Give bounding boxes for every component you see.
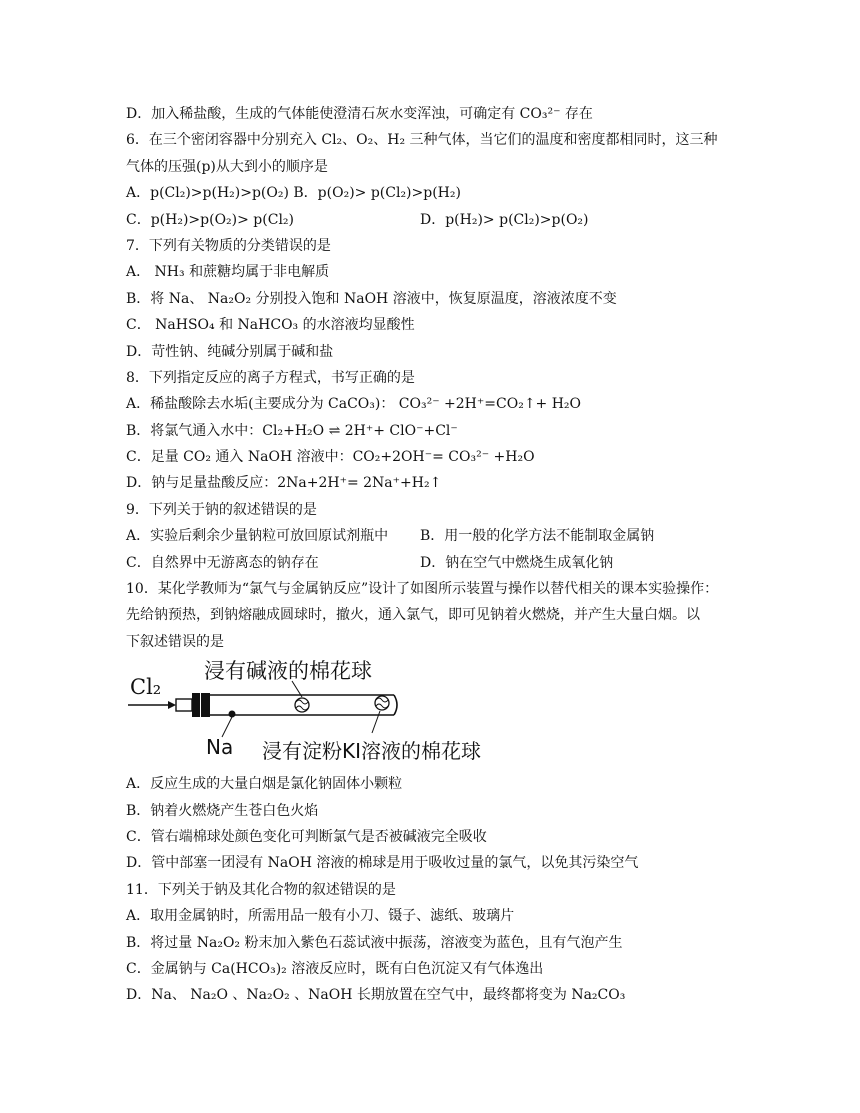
option-6d: D．p(H₂)> p(Cl₂)>p(O₂)	[420, 211, 589, 228]
question-9-options-ab	[126, 523, 756, 549]
option-8d: D．钠与足量盐酸反应：2Na+2H⁺= 2Na⁺+H₂↑	[126, 475, 442, 492]
question-8-stem: 8．下列指定反应的离子方程式，书写正确的是	[126, 369, 415, 386]
option-10b: B．钠着火燃烧产生苍白色火焰	[126, 802, 319, 819]
option-9b: B．用一般的化学方法不能制取金属钠	[420, 528, 655, 545]
option-10a: A．反应生成的大量白烟是氯化钠固体小颗粒	[126, 776, 403, 793]
option-8a: A．稀盐酸除去水垢(主要成分为 CaCO₃)： CO₃²⁻ +2H⁺=CO₂↑+ H₂O	[126, 396, 582, 413]
sodium-pointer	[222, 717, 232, 737]
cotton-ball-ki	[375, 696, 389, 710]
option-6c: C．p(H₂)>p(O₂)> p(Cl₂)	[126, 211, 294, 228]
label-ki-cotton: 浸有淀粉KI溶液的棉花球	[262, 739, 482, 764]
cotton-ball-alkali	[295, 698, 309, 712]
stopper-left	[192, 693, 200, 717]
question-6-stem: 6．在三个密闭容器中分别充入 Cl₂、O₂、H₂ 三种气体，当它们的温度和密度都相同时，这三种	[126, 132, 718, 149]
tube-end	[394, 695, 397, 715]
gas-arrow-head	[168, 701, 176, 709]
document-page	[126, 101, 756, 1009]
inlet-nozzle	[176, 699, 192, 711]
question-9-stem: 9．下列关于钠的叙述错误的是	[126, 501, 317, 518]
option-10d: D．管中部塞一团浸有 NaOH 溶液的棉球是用于吸收过量的氯气，以免其污染空气	[126, 855, 639, 872]
question-10-stem-cont: 先给钠预热，到钠熔融成圆球时，撤火，通入氯气，即可见钠着火燃烧，并产生大量白烟。以	[126, 607, 700, 624]
option-10c: C．管右端棉球处颜色变化可判断氯气是否被碱液完全吸收	[126, 828, 487, 845]
option-8b: B．将氯气通入水中：Cl₂+H₂O ⇌ 2H⁺+ ClO⁻+Cl⁻	[126, 422, 458, 439]
option-9a: A．实验后剩余少量钠粒可放回原试剂瓶中	[126, 528, 389, 545]
label-sodium: Na	[206, 735, 234, 760]
question-6-options-cd	[126, 207, 756, 233]
option-8c: C．足量 CO₂ 通入 NaOH 溶液中：CO₂+2OH⁻= CO₃²⁻ +H₂O	[126, 449, 535, 466]
question-10-stem: 10．某化学教师为“氯气与金属钠反应”设计了如图所示装置与操作以替代相关的课本实验操作：	[126, 581, 719, 598]
option-7c: C． NaHSO₄ 和 NaHCO₃ 的水溶液均显酸性	[126, 317, 415, 334]
option-11b: B．将过量 Na₂O₂ 粉末加入紫色石蕊试液中振荡，溶液变为蓝色，且有气泡产生	[126, 934, 623, 951]
question-10-stem-end: 下叙述错误的是	[126, 633, 224, 650]
option-7d: D．苛性钠、纯碱分别属于碱和盐	[126, 343, 334, 360]
question-6-stem-cont: 气体的压强(p)从大到小的顺序是	[126, 158, 328, 175]
question-6-options-ab: A．p(Cl₂)>p(H₂)>p(O₂) B．p(O₂)> p(Cl₂)>p(H₂)	[126, 185, 461, 202]
stopper-right	[201, 693, 210, 717]
label-chlorine: Cl₂	[130, 675, 162, 700]
option-9d: D．钠在空气中燃烧生成氧化钠	[420, 554, 614, 571]
option-7a: A． NH₃ 和蔗糖均属于非电解质	[126, 264, 330, 281]
apparatus-figure	[126, 657, 546, 767]
option-11c: C．金属钠与 Ca(HCO₃)₂ 溶液反应时，既有白色沉淀又有气体逸出	[126, 960, 544, 977]
sodium-bead	[229, 711, 236, 718]
option-5d: D．加入稀盐酸，生成的气体能使澄清石灰水变浑浊，可确定有 CO₃²⁻ 存在	[126, 106, 593, 122]
option-11a: A．取用金属钠时，所需用品一般有小刀、镊子、滤纸、玻璃片	[126, 908, 515, 925]
question-9-options-cd	[126, 550, 756, 576]
label-alkali-cotton: 浸有碱液的棉花球	[204, 659, 372, 684]
option-11d: D．Na、 Na₂O 、Na₂O₂ 、NaOH 长期放置在空气中，最终都将变为 Na₂CO₃	[126, 987, 626, 1004]
option-7b: B．将 Na、 Na₂O₂ 分别投入饱和 NaOH 溶液中，恢复原温度，溶液浓度不变	[126, 290, 617, 307]
question-7-stem: 7．下列有关物质的分类错误的是	[126, 237, 331, 254]
question-11-stem: 11．下列关于钠及其化合物的叙述错误的是	[126, 881, 396, 898]
option-9c: C．自然界中无游离态的钠存在	[126, 554, 319, 571]
